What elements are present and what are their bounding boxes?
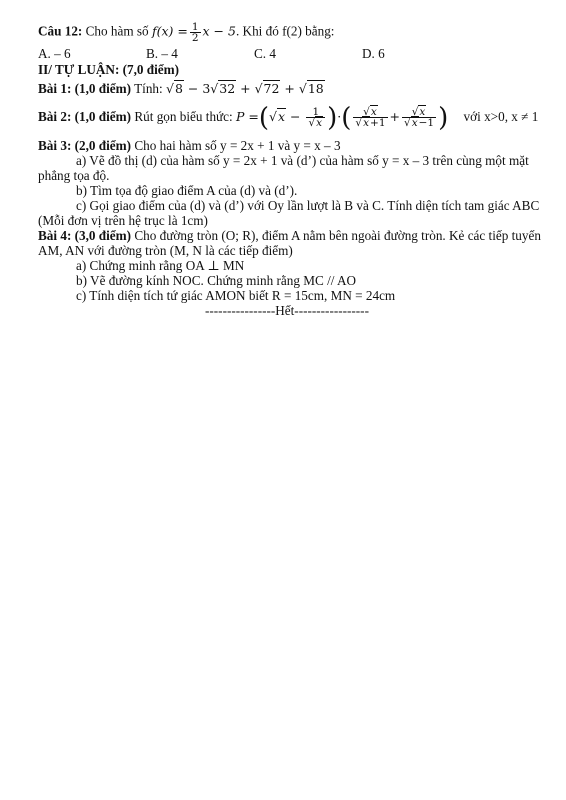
function-lhs: f(x) = [151, 23, 188, 39]
exercise-3c-line-1: c) Gọi giao điểm của (d) và (d’) với Oy lần lượt là B và C. Tính diện tích tam giác ABC [76, 198, 540, 213]
plus-one: +1 [370, 117, 386, 130]
option-a: A. – 6 [38, 46, 71, 61]
exercise-3 [38, 138, 341, 153]
exercise-4-text: Cho đường tròn (O; R), điểm A nằm bên ngoài đường tròn. Kẻ các tiếp tuyến [131, 228, 541, 243]
sqrt-symbol: √ [363, 106, 370, 119]
fraction-denominator [353, 118, 387, 128]
exercise-3c-line-2: (Mỗi đơn vị trên hệ trục là 1cm) [38, 213, 208, 228]
fraction-sqrt-x-over-sqrt-x-minus-1 [402, 107, 436, 128]
question-12-text: Cho hàm số [82, 23, 152, 39]
operator-1: − 3 [183, 81, 211, 96]
exercise-1-text: Tính: [131, 81, 166, 96]
sqrt-symbol: √ [355, 117, 363, 130]
fraction-denominator [402, 118, 436, 128]
radicand-x: x [419, 106, 426, 119]
operator-2: + [236, 81, 255, 96]
question-12-tail: . Khi đó f(2) bằng: [235, 23, 335, 39]
end-marker: ----------------Hết----------------- [205, 303, 369, 318]
function-rhs: x − 5 [202, 23, 236, 39]
exercise-4a: a) Chứng minh rằng OA ⊥ MN [76, 258, 245, 273]
sqrt-symbol: √ [411, 106, 419, 119]
fraction-numerator: 1 [191, 21, 199, 33]
paren-open: ( [341, 102, 352, 133]
radicand-1: 8 [174, 81, 183, 96]
sqrt-expression [166, 80, 325, 96]
exercise-4c: c) Tính diện tích tứ giác AMON biết R = 15cm, MN = 24cm [76, 288, 396, 303]
sqrt-symbol: √ [298, 81, 307, 96]
fraction-denominator [306, 118, 325, 128]
radicand-x: x [411, 117, 418, 130]
exercise-3b: b) Tìm tọa độ giao điểm A của (d) và (d’). [76, 183, 298, 198]
exercise-3-label: Bài 3: (2,0 điểm) [38, 138, 132, 153]
section-title: II/ TỰ LUẬN: (7,0 điểm) [38, 62, 180, 77]
exercise-4-label: Bài 4: (3,0 điểm) [38, 228, 132, 243]
operator-dot: · [337, 109, 342, 124]
paren-open: ( [258, 102, 270, 133]
minus-one: −1 [418, 117, 435, 130]
exercise-2-text: Rút gọn biểu thức: [131, 109, 236, 124]
radicand-x: x [363, 117, 370, 130]
exercise-3a-line-1: a) Vẽ đồ thị (d) của hàm số y = 2x + 1 và (d’) của hàm số y = x – 3 trên cùng một mặt [76, 153, 529, 168]
operator-minus: − [286, 109, 305, 124]
sqrt-symbol: √ [165, 81, 174, 96]
exercise-4-line-2: AM, AN với đường tròn (M, N là các tiếp điểm) [38, 243, 293, 258]
radicand-x: x [277, 109, 286, 124]
fraction-denominator: 2 [191, 32, 199, 44]
fraction-half [190, 22, 201, 43]
question-12-label: Câu 12: [38, 23, 83, 39]
radicand-3: 72 [263, 81, 280, 96]
fraction-numerator: 1 [306, 107, 325, 118]
fraction-sqrt-x-over-sqrt-x-plus-1 [353, 107, 387, 128]
exercise-2-label: Bài 2: (1,0 điểm) [38, 109, 132, 124]
sqrt-symbol: √ [269, 109, 277, 124]
exercise-3-text: Cho hai hàm số y = 2x + 1 và y = x – 3 [131, 138, 341, 153]
operator-plus: + [389, 109, 400, 124]
paren-close: ) [327, 102, 338, 133]
radicand-x: x [316, 117, 323, 130]
option-c: C. 4 [254, 46, 276, 61]
sqrt-symbol: √ [308, 117, 316, 130]
sqrt-symbol: √ [210, 81, 219, 96]
expression-p: P = [236, 109, 259, 124]
sqrt-symbol: √ [254, 81, 263, 96]
fraction-1-over-sqrt-x [306, 107, 325, 128]
sqrt-x [269, 108, 286, 124]
sqrt-symbol: √ [403, 117, 411, 130]
operator-3: + [280, 81, 299, 96]
exercise-1-label: Bài 1: (1,0 điểm) [38, 81, 132, 96]
paren-close: ) [438, 102, 449, 133]
exercise-4b: b) Vẽ đường kính NOC. Chứng minh rằng MC // AO [76, 273, 357, 288]
radicand-2: 32 [219, 81, 236, 96]
exercise-4 [38, 228, 541, 243]
exercise-3a-line-2: phẳng tọa độ. [38, 168, 110, 183]
condition-text: với x>0, x ≠ 1 [463, 109, 539, 124]
option-b: B. – 4 [146, 46, 178, 61]
option-d: D. 6 [362, 46, 385, 61]
question-12 [38, 22, 334, 43]
radicand-x: x [370, 106, 377, 119]
exercise-2 [38, 103, 538, 132]
exercise-1 [38, 81, 325, 96]
radicand-4: 18 [307, 81, 324, 96]
